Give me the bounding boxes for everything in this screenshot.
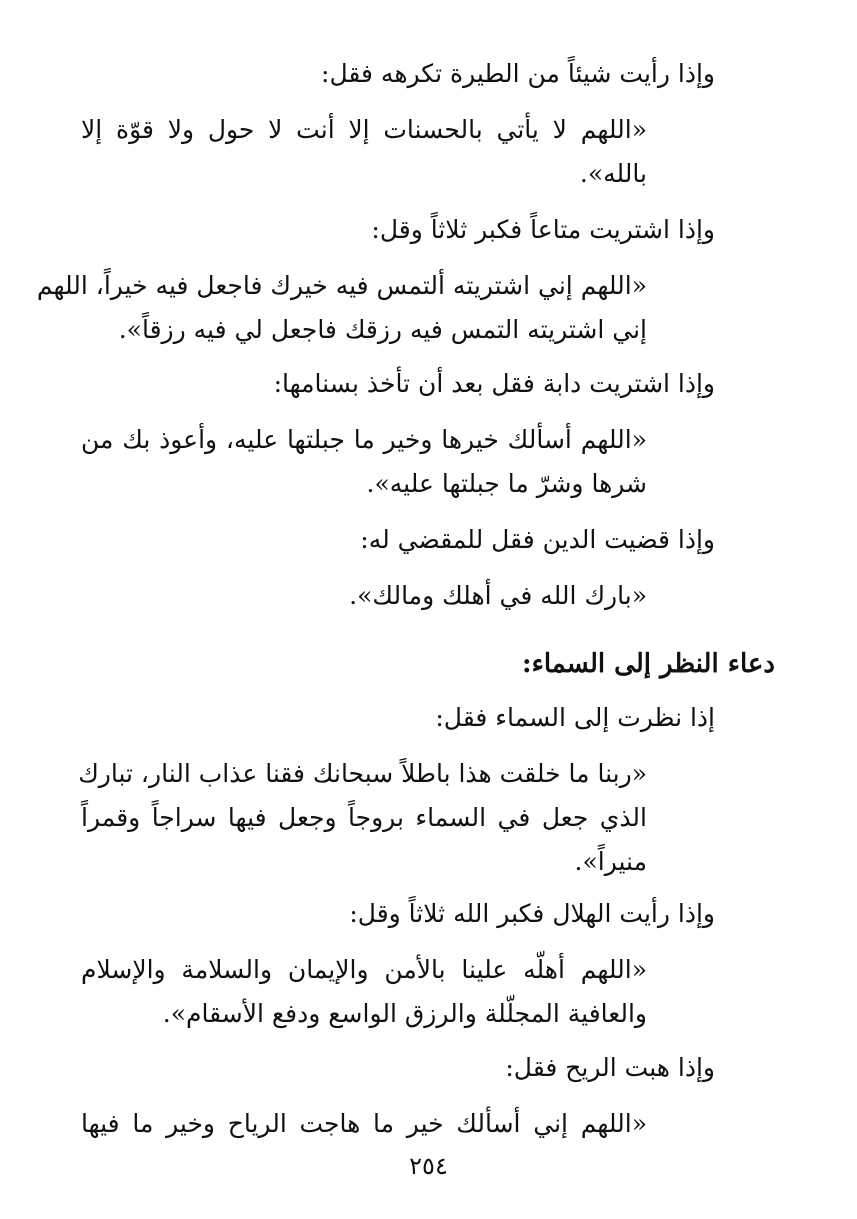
instruction-wind: وإذا هبت الريح فقل:	[505, 1053, 715, 1082]
supplication-sky-line-1: «ربنا ما خلقت هذا باطلاً سبحانك فقنا عذاب النار، تبارك	[78, 759, 647, 788]
supplication-sky-line-3: منيراً».	[574, 847, 647, 876]
instruction-debt: وإذا قضيت الدين فقل للمقضي له:	[360, 525, 715, 554]
supplication-goods-line-1: «اللهم إني اشتريته ألتمس فيه خيرك فاجعل فيه خيراً، اللهم	[36, 271, 647, 300]
supplication-sky-line-2: الذي جعل في السماء بروجاً وجعل فيها سراجاً وقمراً	[81, 803, 647, 832]
supplication-goods-line-2: إني اشتريته التمس فيه رزقك فاجعل لي فيه رزقاً».	[118, 315, 647, 344]
supplication-crescent-line-1: «اللهم أهلّه علينا بالأمن والإيمان والسلامة والإسلام	[81, 955, 647, 984]
supplication-omen-line-1: «اللهم لا يأتي بالحسنات إلا أنت لا حول ولا قوّة إلا	[81, 115, 647, 144]
page-number: ٢٥٤	[409, 1152, 448, 1180]
supplication-animal-line-2: شرها وشرّ ما جبلتها عليه».	[366, 469, 647, 498]
supplication-wind-line-1: «اللهم إني أسألك خير ما هاجت الرياح وخير ما فيها	[81, 1109, 647, 1138]
instruction-crescent: وإذا رأيت الهلال فكبر الله ثلاثاً وقل:	[349, 899, 715, 928]
instruction-goods: وإذا اشتريت متاعاً فكبر ثلاثاً وقل:	[371, 215, 715, 244]
section-heading-sky: دعاء النظر إلى السماء:	[522, 649, 775, 679]
supplication-omen-line-2: بالله».	[579, 159, 647, 188]
supplication-debt: «بارك الله في أهلك ومالك».	[349, 581, 647, 610]
instruction-omen: وإذا رأيت شيئاً من الطيرة تكرهه فقل:	[321, 59, 715, 88]
instruction-sky: إذا نظرت إلى السماء فقل:	[435, 703, 715, 732]
supplication-animal-line-1: «اللهم أسألك خيرها وخير ما جبلتها عليه، وأعوذ بك من	[81, 425, 647, 454]
instruction-animal: وإذا اشتريت دابة فقل بعد أن تأخذ بسنامها:	[273, 369, 715, 398]
supplication-crescent-line-2: والعافية المجلّلة والرزق الواسع ودفع الأسقام».	[162, 999, 647, 1028]
